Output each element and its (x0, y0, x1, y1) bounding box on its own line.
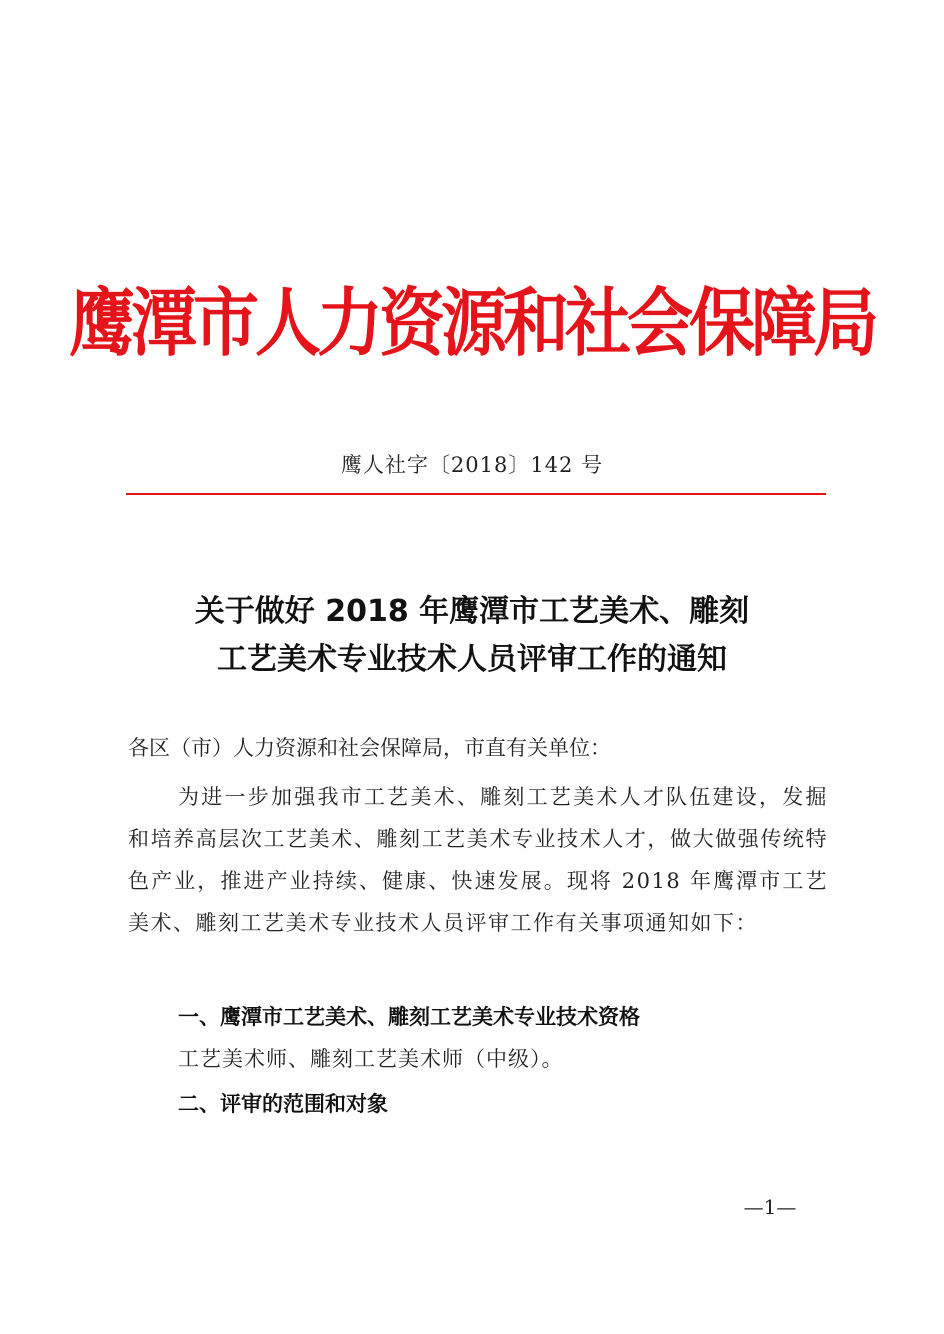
page-number: —1— (743, 1195, 797, 1219)
section-1-heading: 一、鹰潭市工艺美术、雕刻工艺美术专业技术资格 (178, 1005, 640, 1029)
salutation: 各区（市）人力资源和社会保障局，市直有关单位： (128, 736, 611, 760)
header-divider (126, 493, 826, 495)
document-number: 鹰人社字〔2018〕142 号 (340, 453, 604, 477)
notice-title-line-1: 关于做好 2018 年鹰潭市工艺美术、雕刻 (194, 594, 750, 629)
agency-header-title: 鹰潭市人力资源和社会保障局 (69, 279, 875, 367)
body-paragraph: 为进一步加强我市工艺美术、雕刻工艺美术人才队伍建设，发掘和培养高层次工艺美术、雕刻工艺美术专业技术人才，做大做强传统特色产业，推进产业持续、健康、快速发展。现将 2018 年鹰潭市工艺美术、雕刻工艺美术专业技术人员评审工作有关事项通知如下： (128, 785, 828, 935)
notice-title-line-2: 工艺美术专业技术人员评审工作的通知 (217, 642, 727, 677)
notice-title (100, 588, 844, 684)
section-2-heading: 二、评审的范围和对象 (178, 1092, 388, 1116)
section-1-text: 工艺美术师、雕刻工艺美术师（中级）。 (178, 1047, 564, 1071)
